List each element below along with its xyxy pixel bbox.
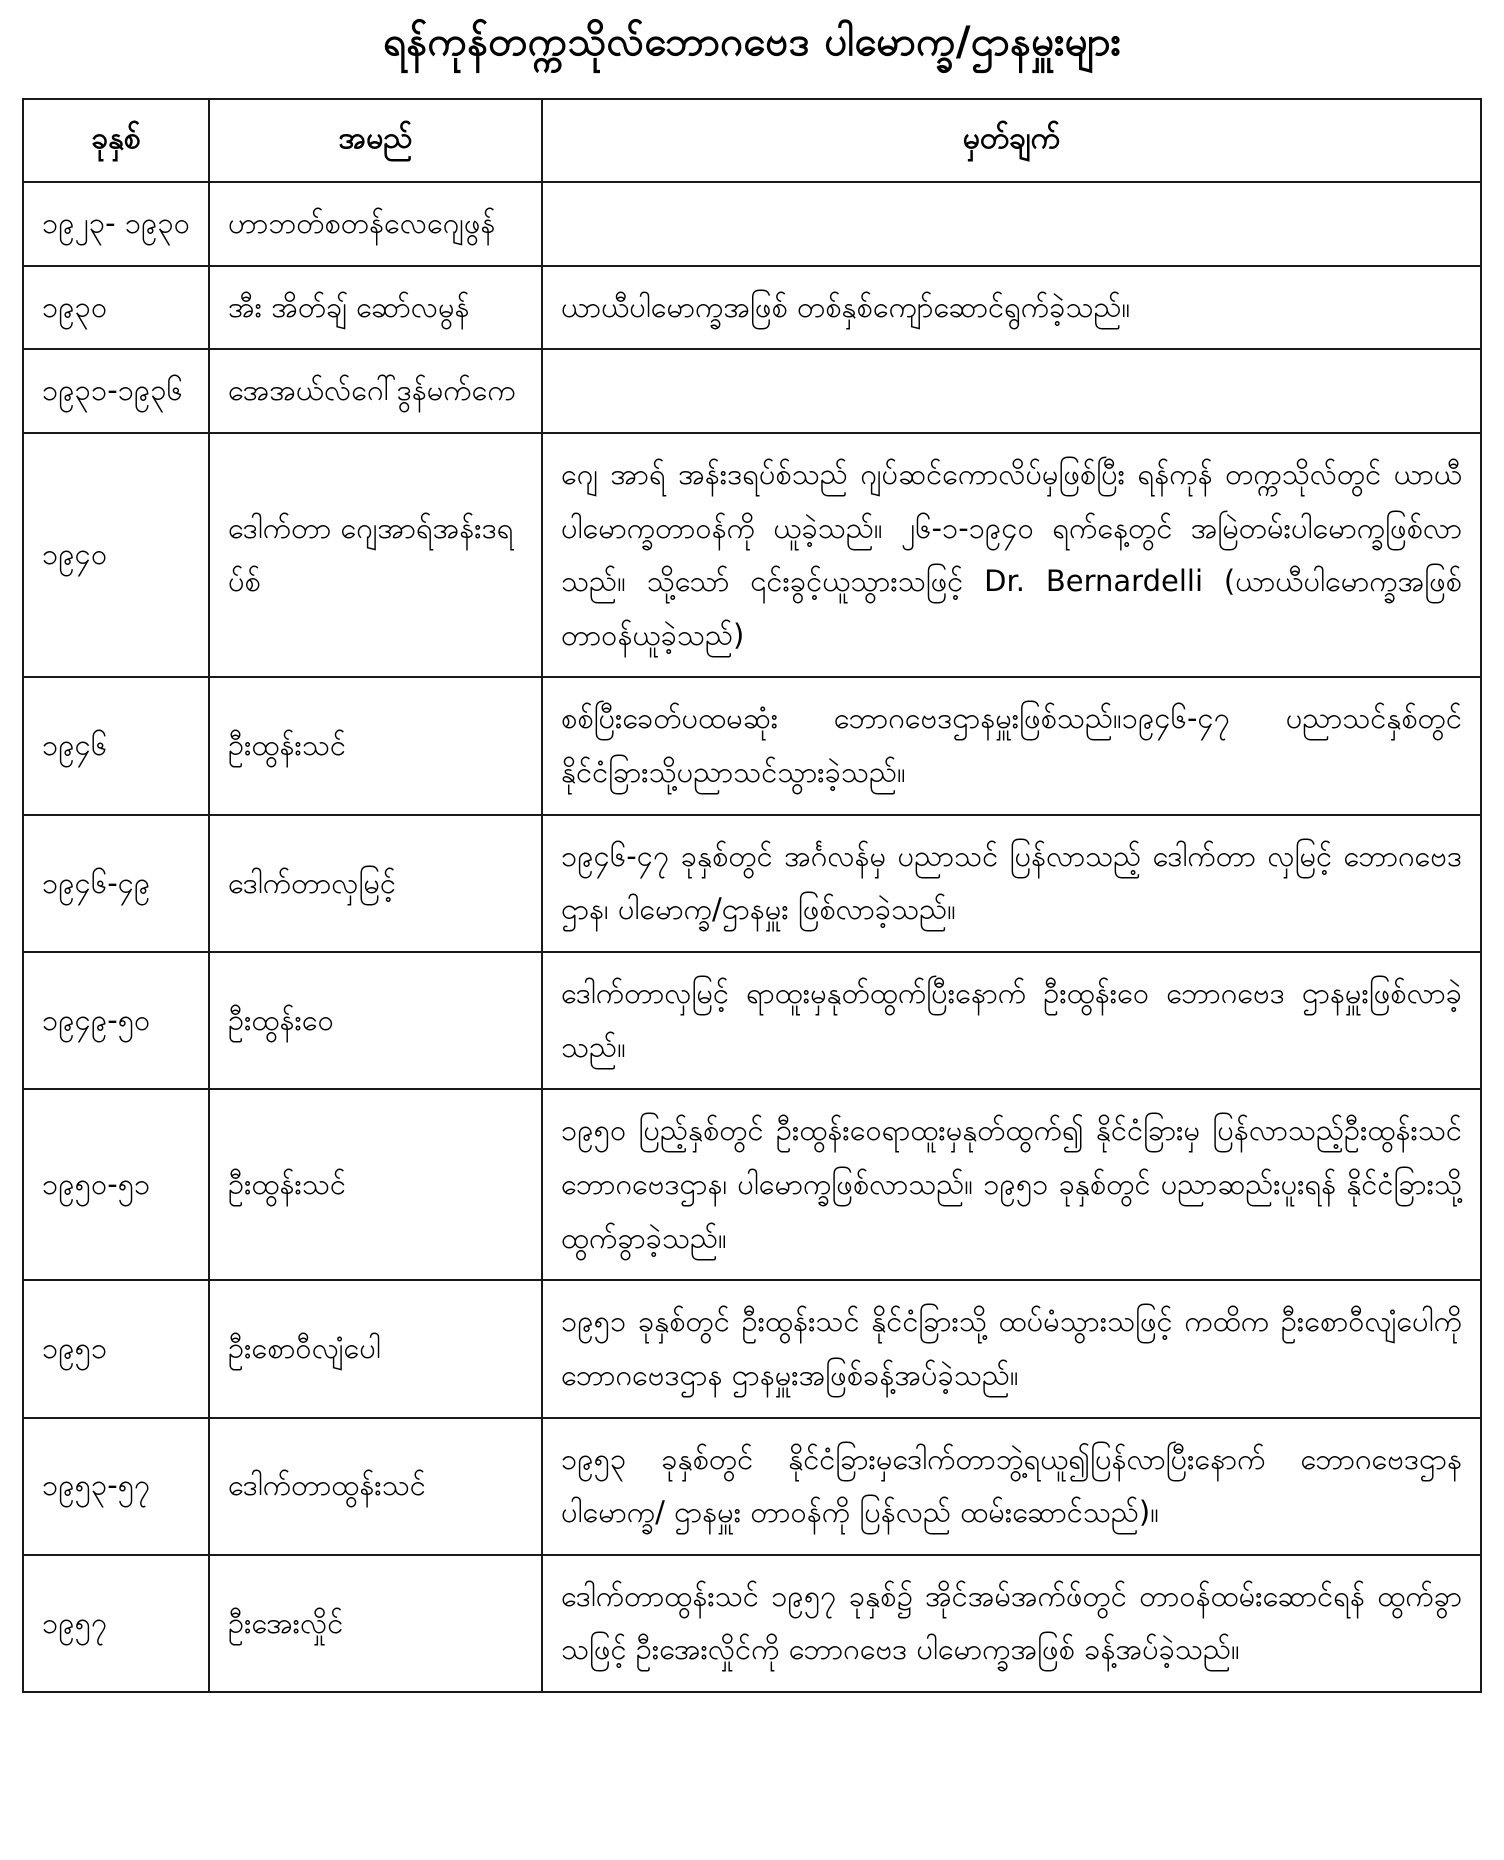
year-cell: ၁၉၄၉-၅၀ <box>23 952 209 1089</box>
remark-cell: ၁၉၅၀ ပြည့်နှစ်တွင် ဦးထွန်းဝေရာထူးမှနုတ်ထွက်၍ နိုင်ငံခြားမှ ပြန်လာသည့်ဦးထွန်းသင် ဘောဂဗေဒဌာန၊ ပါမောက္ခဖြစ်လာသည်။ ၁၉၅၁ ခုနှစ်တွင် ပညာဆည်းပူးရန် နိုင်ငံခြားသို့ ထွက်ခွာခဲ့သည်။ <box>542 1089 1481 1280</box>
professors-table <box>22 98 1482 1693</box>
table-row <box>23 815 1481 952</box>
year-cell: ၁၉၄၀ <box>23 433 209 678</box>
year-cell: ၁၉၅၀-၅၁ <box>23 1089 209 1280</box>
name-cell: ဦးထွန်းသင် <box>209 677 542 814</box>
name-cell: ဦးထွန်းသင် <box>209 1089 542 1280</box>
year-cell: ၁၉၅၇ <box>23 1555 209 1692</box>
name-cell: အေအယ်လ်ဂေါ်ဒွန်မက်ကေ <box>209 349 542 433</box>
name-cell: ဟာဘတ်စတန်လေဂျေဖွန် <box>209 182 542 266</box>
remark-cell: ၁၉၄၆-၄၇ ခုနှစ်တွင် အင်္ဂလန်မှ ပညာသင် ပြန်လာသည့် ဒေါက်တာ လှမြင့် ဘောဂဗေဒဌာန၊ ပါမောက္ခ/ဌာနမှူး ဖြစ်လာခဲ့သည်။ <box>542 815 1481 952</box>
column-header-name: အမည် <box>209 99 542 182</box>
year-cell: ၁၉၃၁-၁၉၃၆ <box>23 349 209 433</box>
year-cell: ၁၉၃၀ <box>23 266 209 350</box>
remark-cell: ဒေါက်တာထွန်းသင် ၁၉၅၇ ခုနှစ်၌ အိုင်အမ်အက်ဖ်တွင် တာဝန်ထမ်းဆောင်ရန် ထွက်ခွာသဖြင့် ဦးအေးလှိုင်ကို ဘောဂဗေဒ ပါမောက္ခအဖြစ် ခန့်အပ်ခဲ့သည်။ <box>542 1555 1481 1692</box>
header-row <box>23 99 1481 182</box>
year-cell: ၁၉၄၆ <box>23 677 209 814</box>
name-cell: ဒေါက်တာလှမြင့် <box>209 815 542 952</box>
table-row <box>23 433 1481 678</box>
year-cell: ၁၉၂၃- ၁၉၃၀ <box>23 182 209 266</box>
name-cell: ဒေါက်တာထွန်းသင် <box>209 1418 542 1555</box>
name-cell: ဒေါက်တာ ဂျေအာရ်အန်းဒရပ်စ် <box>209 433 542 678</box>
page-title: ရန်ကုန်တက္ကသိုလ်ဘောဂဗေဒ ပါမောက္ခ/ဌာနမှူးများ <box>382 19 1122 65</box>
table-row <box>23 1089 1481 1280</box>
table-row <box>23 349 1481 433</box>
remark-cell <box>542 182 1481 266</box>
table-row <box>23 182 1481 266</box>
remark-cell <box>542 349 1481 433</box>
table-row <box>23 266 1481 350</box>
name-cell: ဦးစောဝီလျံပေါ <box>209 1280 542 1417</box>
name-cell: အီး အိတ်ချ် ဆော်လမွန် <box>209 266 542 350</box>
table-row <box>23 1280 1481 1417</box>
remark-cell: စစ်ပြီးခေတ်ပထမဆုံး ဘောဂဗေဒဌာနမှူးဖြစ်သည်။၁၉၄၆-၄၇ ပညာသင်နှစ်တွင် နိုင်ငံခြားသို့ပညာသင်သွားခဲ့သည်။ <box>542 677 1481 814</box>
table-row <box>23 1555 1481 1692</box>
name-cell: ဦးထွန်းဝေ <box>209 952 542 1089</box>
remark-cell: ၁၉၅၃ ခုနှစ်တွင် နိုင်ငံခြားမှဒေါက်တာဘွဲ့ရယူ၍ပြန်လာပြီးနောက် ဘောဂဗေဒဌာန ပါမောက္ခ/ ဌာနမှူး တာဝန်ကို ပြန်လည် ထမ်းဆောင်သည်)။ <box>542 1418 1481 1555</box>
year-cell: ၁၉၅၃-၅၇ <box>23 1418 209 1555</box>
remark-cell: ဂျေ အာရ် အန်းဒရပ်စ်သည် ဂျပ်ဆင်ကောလိပ်မှဖြစ်ပြီး ရန်ကုန် တက္ကသိုလ်တွင် ယာယီပါမောက္ခတာဝန်ကို ယူခဲ့သည်။ ၂၆-၁-၁၉၄၀ ရက်နေ့တွင် အမြဲတမ်းပါမောက္ခဖြစ်လာသည်။ သို့သော် ၎င်းခွင့်ယူသွားသဖြင့် Dr. Bernardelli (ယာယီပါမောက္ခအဖြစ် တာဝန်ယူခဲ့သည်) <box>542 433 1481 678</box>
table-row <box>23 1418 1481 1555</box>
year-cell: ၁၉၄၆-၄၉ <box>23 815 209 952</box>
name-cell: ဦးအေးလှိုင် <box>209 1555 542 1692</box>
remark-cell: ဒေါက်တာလှမြင့် ရာထူးမှနုတ်ထွက်ပြီးနောက် ဦးထွန်းဝေ ဘောဂဗေဒ ဌာနမှူးဖြစ်လာခဲ့သည်။ <box>542 952 1481 1089</box>
remark-cell: ယာယီပါမောက္ခအဖြစ် တစ်နှစ်ကျော်ဆောင်ရွက်ခဲ့သည်။ <box>542 266 1481 350</box>
year-cell: ၁၉၅၁ <box>23 1280 209 1417</box>
column-header-remark: မှတ်ချက် <box>542 99 1481 182</box>
remark-cell: ၁၉၅၁ ခုနှစ်တွင် ဦးထွန်းသင် နိုင်ငံခြားသို့ ထပ်မံသွားသဖြင့် ကထိက ဦးစောဝီလျံပေါကို ဘောဂဗေဒဌာန ဌာနမှူးအဖြစ်ခန့်အပ်ခဲ့သည်။ <box>542 1280 1481 1417</box>
column-header-year: ခုနှစ် <box>23 99 209 182</box>
table-row <box>23 952 1481 1089</box>
table-row <box>23 677 1481 814</box>
